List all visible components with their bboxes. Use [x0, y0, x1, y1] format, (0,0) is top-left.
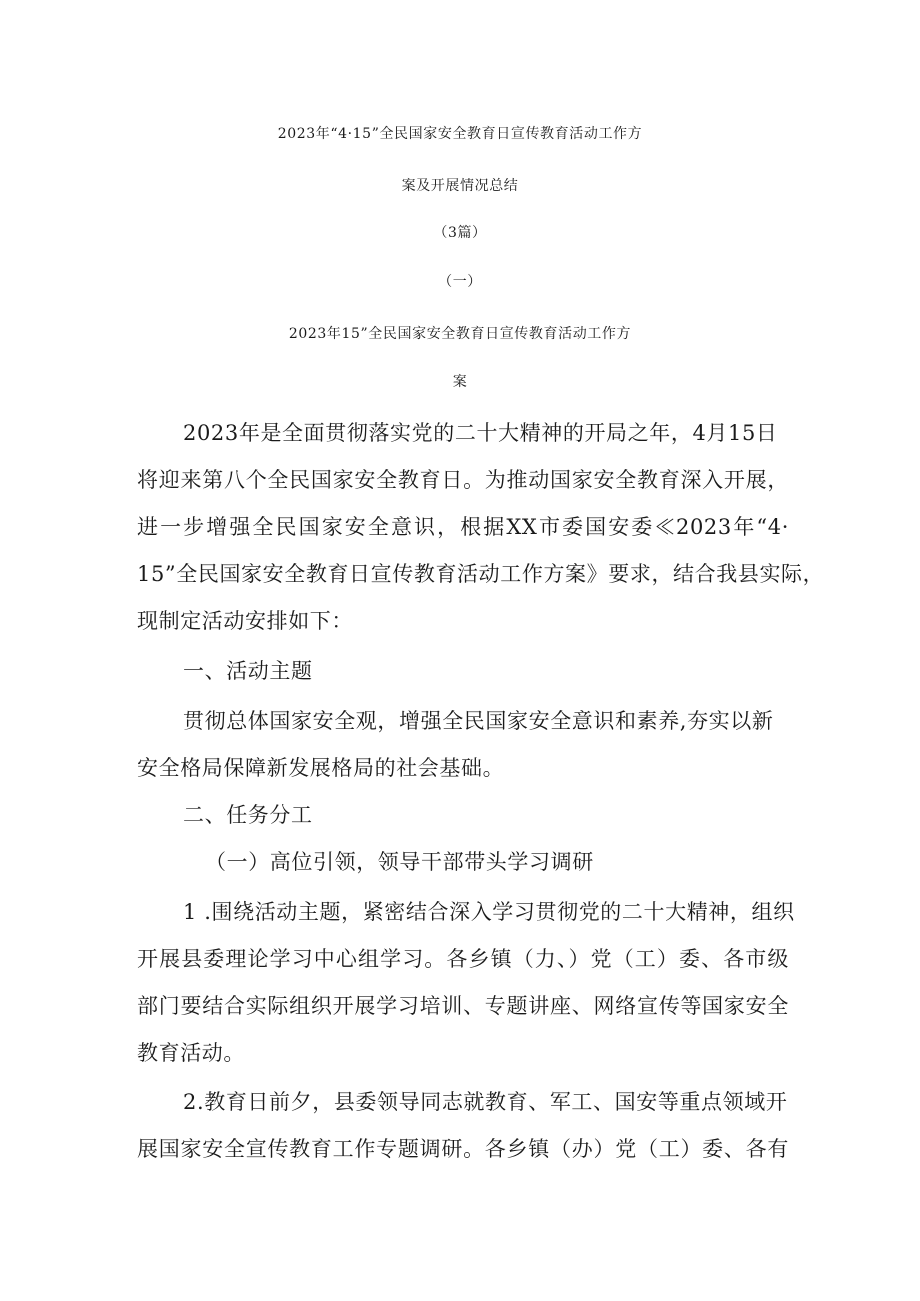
intro-line-2: 将迎来第八个全民国家安全教育日。为推动国家安全教育深入开展，	[137, 468, 789, 492]
intro-line-1: 2023年是全面贯彻落实党的二十大精神的开局之年，4月15日	[183, 421, 778, 445]
theme-line-2: 安全格局保障新发展格局的社会基础。	[137, 756, 505, 780]
theme-line-1: 贯彻总体国家安全观，增强全民国家安全意识和素养,夯实以新	[183, 709, 774, 733]
item-1-line-4: 教育活动。	[137, 1041, 245, 1065]
item-1-line-2: 开展县委理论学习中心组学习。各乡镇（力、）党（工）委、各市级	[137, 947, 789, 971]
intro-line-4: 15”全民国家安全教育日宣传教育活动工作方案》要求，结合我县实际，	[137, 562, 825, 586]
document-title-count: （3篇）	[433, 225, 487, 241]
item-2-line-1: 2.教育日前夕，县委领导同志就教育、军工、国安等重点领域开	[183, 1090, 788, 1114]
document-title-line-1: 2023年“4·15”全民国家安全教育日宣传教育活动工作方	[277, 126, 643, 142]
section-title-line-2: 案	[452, 374, 468, 390]
document-title-line-2: 案及开展情况总结	[401, 178, 519, 194]
intro-line-3: 进一步增强全民国家安全意识，根据XX市委国安委≪2023年“4·	[137, 515, 789, 539]
part-marker: （一）	[438, 274, 482, 290]
intro-line-5: 现制定活动安排如下：	[137, 609, 353, 633]
heading-activity-theme: 一、活动主题	[183, 659, 313, 683]
item-2-line-2: 展国家安全宣传教育工作专题调研。各乡镇（办）党（工）委、各有	[137, 1137, 789, 1161]
section-title-line-1: 2023年15”全民国家安全教育日宣传教育活动工作方	[288, 326, 632, 342]
heading-task-division: 二、任务分工	[183, 803, 313, 827]
subheading-high-level-lead: （一）高位引领，领导干部带头学习调研	[205, 850, 594, 874]
item-1-line-1: 1 .围绕活动主题，紧密结合深入学习贯彻党的二十大精神，组织	[183, 900, 795, 924]
item-1-line-3: 部门要结合实际组织开展学习培训、专题讲座、网络宣传等国家安全	[137, 994, 789, 1018]
